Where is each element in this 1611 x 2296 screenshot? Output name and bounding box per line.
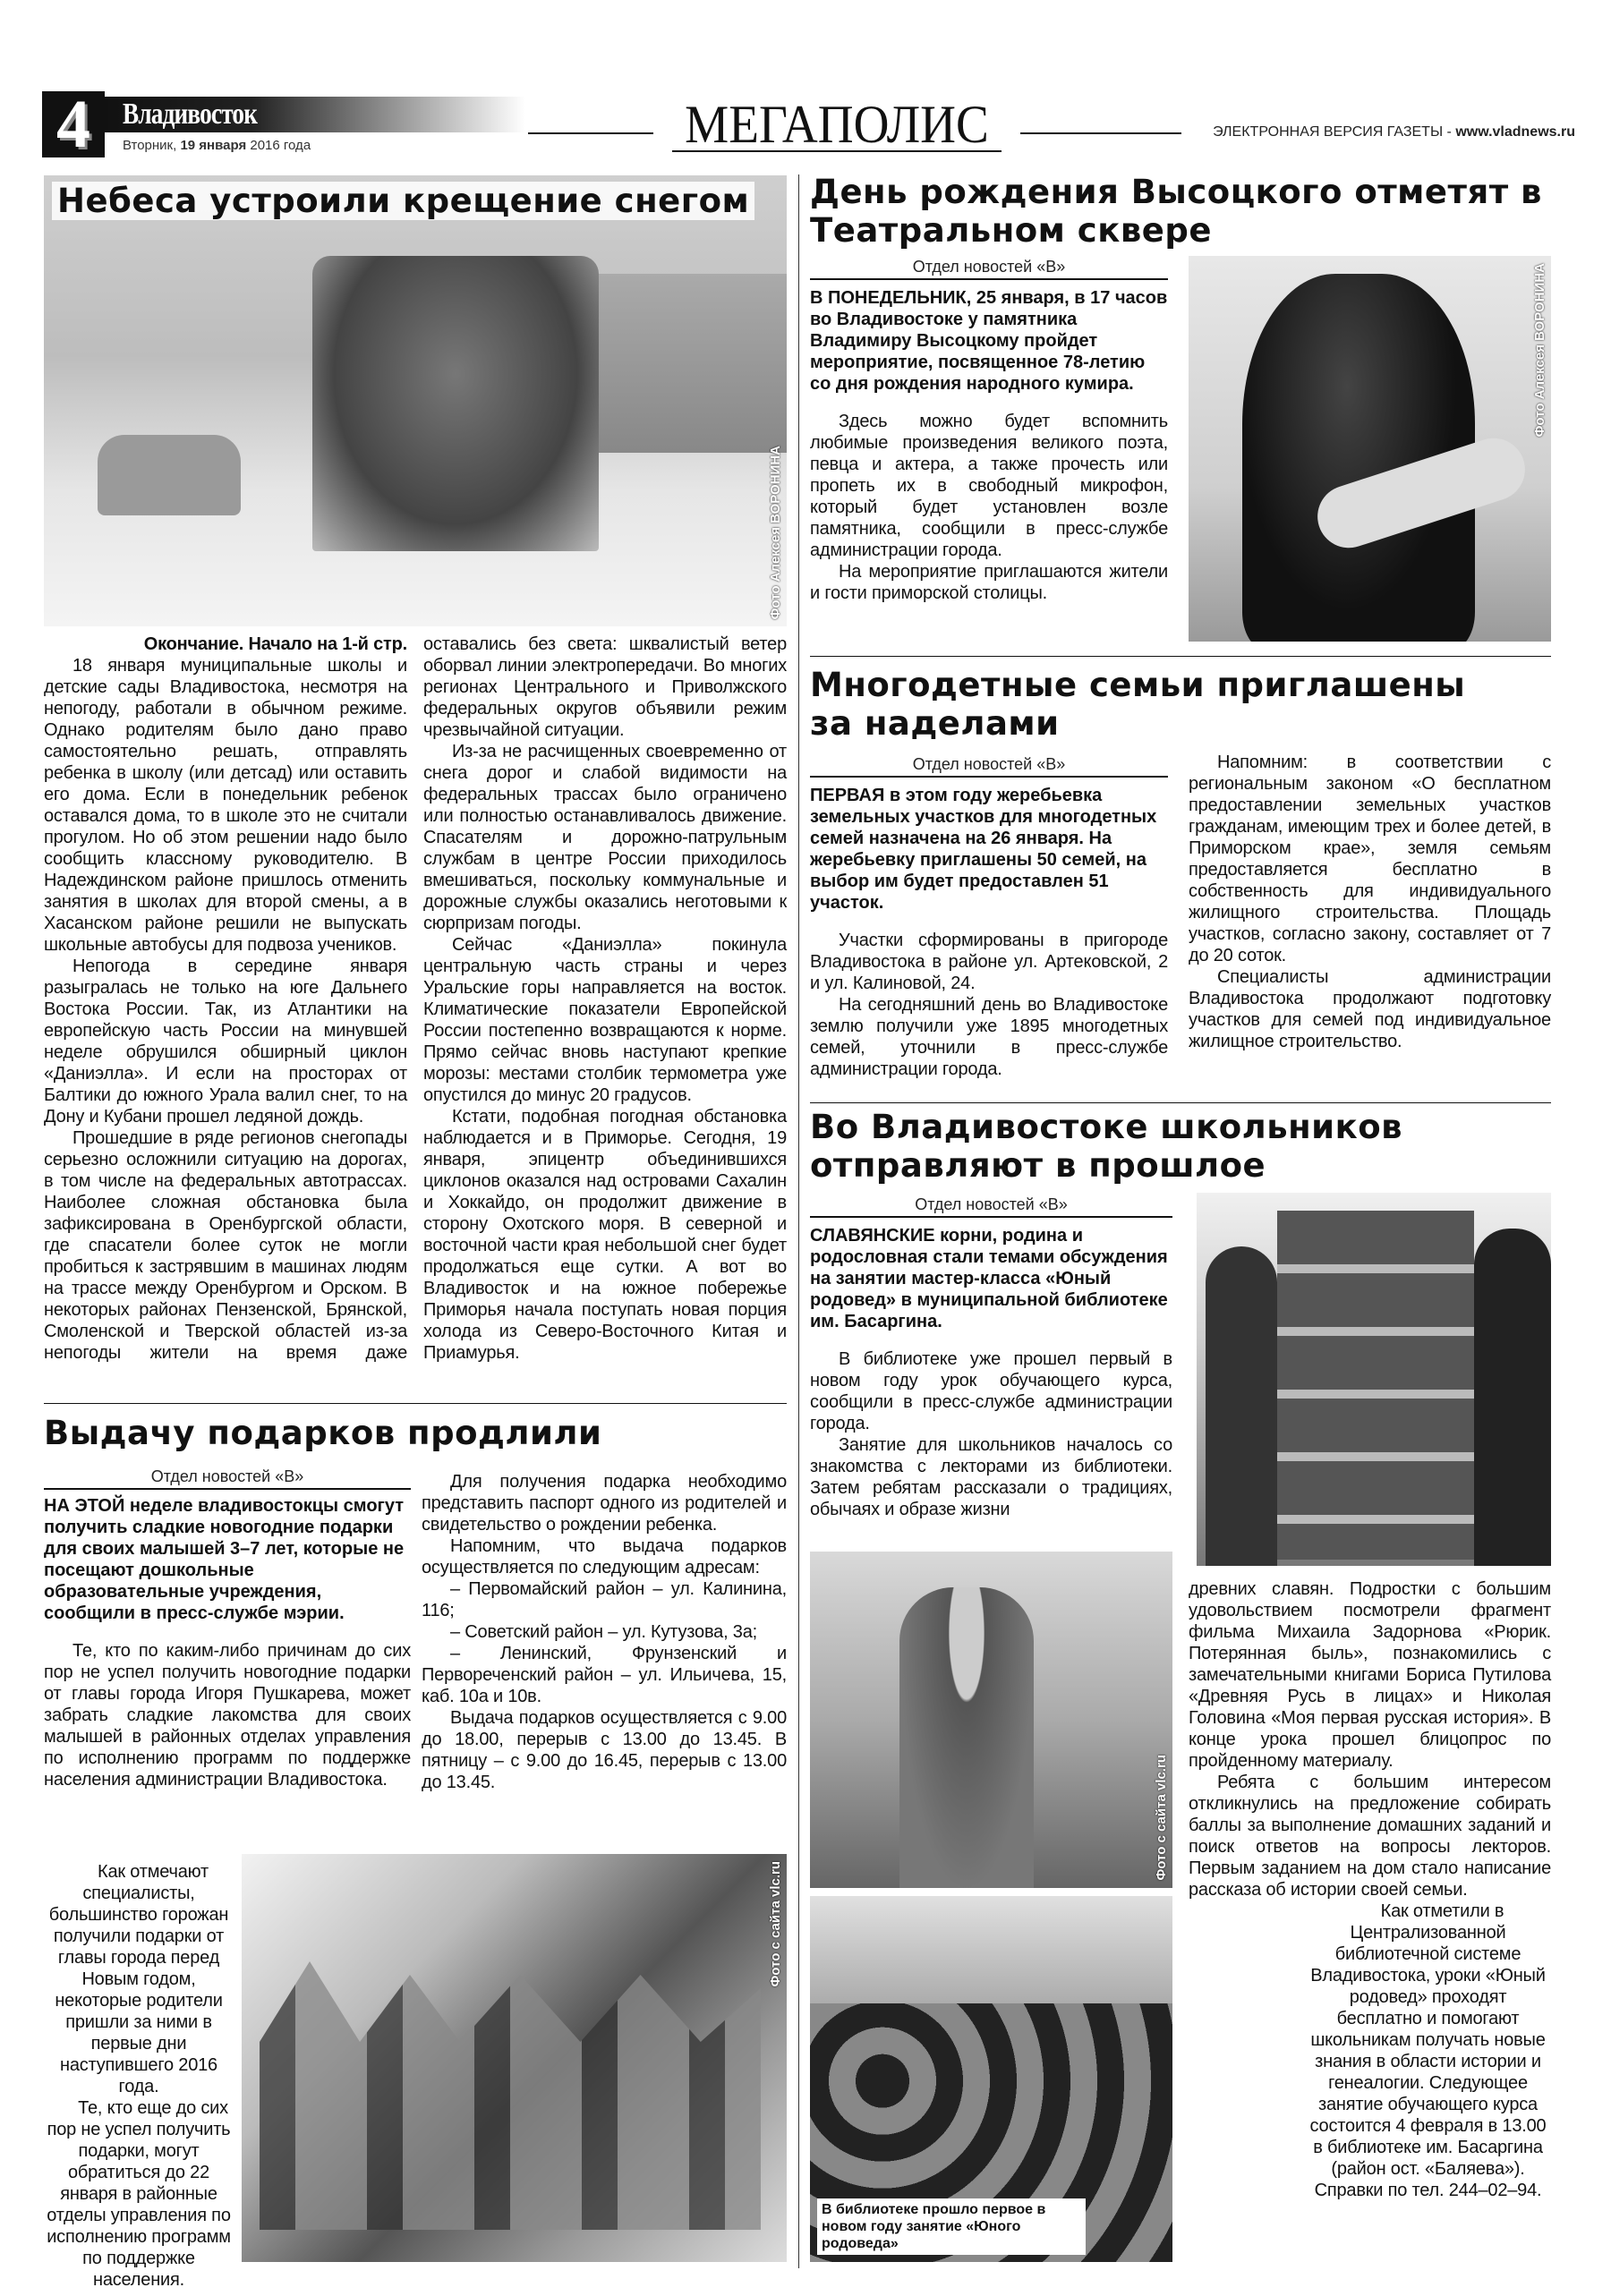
paragraph: Участки сформированы в пригороде Владивостока в районе ул. Артековской, 2 и ул. Калиновой, 24.	[810, 931, 1168, 993]
paragraph: Напомним, что выдача подарков осуществляется по следующим адресам:	[422, 1536, 787, 1577]
paragraph: Те, кто еще до сих пор не успел получить подарки, могут обратиться до 22 января в районные отделы управления по исполнению программ по поддержке населения.	[47, 2098, 231, 2290]
article-body	[810, 411, 1168, 604]
masthead	[40, 87, 1575, 162]
vysotsky-monument-photo	[1189, 256, 1551, 642]
photo-credit: Фото Алексея ВОРОНИНА	[1532, 263, 1547, 438]
article-body-col2	[1189, 752, 1551, 1052]
website-link[interactable]: www.vladnews.ru	[1455, 124, 1575, 140]
article-divider	[810, 1102, 1551, 1103]
lead-paragraph: СЛАВЯНСКИЕ корни, родина и родословная стали темами обсуждения на занятии мастер-класса «Юный родовед» в муниципальной библиотеке им. Басаргина.	[810, 1226, 1168, 1331]
department-byline: Отдел новостей «В»	[810, 258, 1168, 280]
gift-boxes-photo	[242, 1854, 787, 2262]
article-body-col2	[422, 1471, 787, 1793]
date-suffix: 2016 года	[246, 138, 311, 153]
header-rule-left	[528, 132, 653, 134]
date-bold: 19 января	[180, 138, 247, 153]
paragraph: 18 января муниципальные школы и детские сады Владивостока, несмотря на непогоду, работали в обычном режиме. Однако родителям было дано право самостоятельно решать, отправлять ребенка в школу (или детсад) или оставить его дома. Если в понедельник ребенок оставался дома, то в школе это не считали прогулом. Но об этом решении надо было сообщить классному руководителю. В Надеждинском районе пришлось отменить занятия в школах для второй смены, а в Хасанском районе решили не выпускать школьные автобусы для подвоза учеников.	[44, 656, 407, 955]
paragraph: Те, кто по каким-либо причинам до сих пор не успел получить новогодние подарки от главы города Игоря Пушкарева, может забрать сладкие лакомства для своих малышей в районных отделах управления по исполнению программ по поддержке населения администрации Владивостока.	[44, 1641, 411, 1790]
column-divider	[798, 174, 799, 2268]
paragraph: Здесь можно будет вспомнить любимые произведения великого поэта, певца и актера, а также прочесть или пропеть их в свободный микрофон, который будет установлен возле памятника, сообщили в пресс-службе администрации города.	[810, 412, 1168, 560]
paragraph: Для получения подарка необходимо представить паспорт одного из родителей и свидетельство о рождении ребенка.	[422, 1472, 787, 1535]
paragraph: Как отмечают специалисты, большинство горожан получили подарки от главы города перед Новым годом, некоторые родители пришли за ними в первые дни наступившего 2016 года.	[48, 1862, 229, 2096]
issue-date	[123, 138, 311, 154]
paper-name: Владивосток	[123, 98, 258, 131]
paragraph: Напомним: в соответствии с региональным законом «О бесплатном предоставлении земельных участков гражданам, имеющим трех и более детей, в Приморском крае», земля семьям предоставляется бесплатно в собственность для индивидуального жилищного строительства. Площадь участков, согласно закону, составляет от 7 до 20 соток.	[1189, 753, 1551, 965]
department-byline: Отдел новостей «В»	[44, 1467, 411, 1490]
lecturer	[899, 1587, 1034, 1888]
article-body	[810, 930, 1168, 1080]
article-body	[44, 1640, 411, 1790]
department-byline: Отдел новостей «В»	[810, 755, 1168, 778]
paragraph: Выдача подарков осуществляется с 9.00 до 18.00, перерыв с 13.00 до 13.45. В пятницу – с 9.00 до 16.45, перерыв с 13.00 до 13.45.	[422, 1708, 787, 1792]
header-rule-right	[1020, 132, 1181, 134]
article-body-narrow	[44, 1861, 234, 2291]
department-byline: Отдел новостей «В»	[810, 1195, 1172, 1218]
lead-paragraph: НА ЭТОЙ неделе владивостокцы смогут получить сладкие новогодние подарки для своих малышей 3–7 лет, которые не посещают дошкольные образовательные учреждения, сообщили в пресс-службе мэрии.	[44, 1496, 405, 1623]
paragraph: Занятие для школьников началось со знакомства с лекторами из библиотеки. Затем ребятам рассказали о традициях, обычаях и образе жизни	[810, 1435, 1172, 1519]
address-item: – Советский район – ул. Кутузова, 3а;	[450, 1622, 758, 1642]
page-number: 4	[42, 91, 105, 157]
continuation-note: Окончание. Начало на 1-й стр.	[143, 634, 407, 654]
edition-info	[1213, 123, 1575, 141]
lead-paragraph: ПЕРВАЯ в этом году жеребьевка земельных участков для многодетных семей назначена на 26 января. На жеребьевку приглашены 50 семей, на выбор им будет предоставлен 51 участок.	[810, 786, 1157, 913]
article-title: Многодетные семьи приглашены за наделами	[810, 666, 1466, 743]
article-divider	[810, 656, 1551, 657]
snowplow-photo	[44, 175, 787, 626]
book-stand	[1277, 1211, 1474, 1560]
article-body	[810, 1348, 1172, 1520]
paragraph: древних славян. Подростки с большим удовольствием посмотрели фрагмент фильма Михаила Задорнова «Рюрик. Потерянная быль», познакомились с замечательными книгами Бориса Путилова «Древняя Русь в лицах» и Николая Головина «Моя первая русская история». В конце урока прошел блицопрос по пройденному материалу.	[1189, 1579, 1551, 1771]
photo-credit: Фото Алексея ВОРОНИНА	[768, 445, 783, 619]
paragraph: Специалисты администрации Владивостока продолжают подготовку участков для семей под индивидуальное жилищное строительство.	[1189, 967, 1551, 1051]
article-title: Во Владивостоке школьников отправляют в прошлое	[810, 1108, 1403, 1185]
paragraph: Прошедшие в ряде регионов снегопады серьезно осложнили ситуацию на дорогах, в том числе на федеральных автотрассах. Наиболее сложная обстановка была зафиксирована в Оренбургской области, где спасатели более суток не могли пробиться к застрявшим в машинах людям на трассе между Оренбургом и Орском. В некоторых районах Пензенской, Брянской, Смоленской и Тверской областей из-за непогоды жители на время даже оставались без света: шквалистый ветер оборвал линии электропередачи. Во многих регионах Центрального и Приволжского федеральных округов объявили режим чрезвычайной ситуации.	[44, 634, 787, 1363]
date-prefix: Вторник,	[123, 138, 181, 153]
paragraph: Из-за не расчищенных своевременно от снега дорог и слабой видимости на федеральных трассах было ограничено или полностью останавливалось движение. Спасателям и дорожно-патрульным службам в центре России приходилось вмешиваться, поскольку коммунальные и дорожные службы оказались неготовыми к сюрпризам погоды.	[423, 742, 787, 933]
girl-left	[1206, 1246, 1277, 1566]
article-title: Выдачу подарков продлили	[44, 1414, 602, 1452]
article-body	[44, 634, 787, 1364]
paragraph: Непогода в середине января разыгралась не только на юге Дальнего Востока России. Так, из Атлантики на европейскую часть России на минувшей неделе обрушился обширный циклон «Даниэлла». И если на просторах от Балтики до южного Урала валил снег, то на Дону и Кубани прошел ледяной дождь.	[44, 957, 407, 1127]
article-column-left	[44, 1467, 411, 1790]
article-column-left	[810, 258, 1168, 604]
gift-box	[260, 1961, 761, 2230]
library-exhibition-photo	[1197, 1193, 1551, 1566]
snowplow	[312, 256, 599, 551]
paragraph: На мероприятие приглашаются жители и гости приморской столицы.	[810, 562, 1168, 603]
article-body-col2	[1189, 1578, 1551, 2201]
article-column-left	[810, 1195, 1172, 1520]
photo-credit: Фото с сайта vlc.ru	[1154, 1755, 1169, 1881]
paragraph: Ребята с большим интересом откликнулись на предложение собирать баллы за выполнение домашних заданий и поиск ответов на вопросы лекторов. Первым заданием на дом стало написание рассказа об истории своей семьи.	[1189, 1773, 1551, 1900]
photo-caption: В библиотеке прошло первое в новом году занятие «Юного родоведа»	[817, 2198, 1086, 2255]
paragraph: На сегодняшний день во Владивостоке землю получили уже 1895 многодетных семей, уточнили в пресс-службе администрации города.	[810, 995, 1168, 1079]
edition-label: ЭЛЕКТРОННАЯ ВЕРСИЯ ГАЗЕТЫ -	[1213, 124, 1456, 140]
students-photo	[810, 1896, 1172, 2262]
article-column-left	[810, 755, 1168, 1080]
paragraph: Сейчас «Даниэлла» покинула центральную часть страны и через Уральские горы направляется на восток. Климатические показатели Европейской России постепенно возвращаются к норме. Прямо сейчас вновь наступают крепкие морозы: местами столбик термометра уже опустился до минус 20 градусов.	[423, 935, 787, 1105]
car	[98, 435, 241, 515]
article-divider	[44, 1403, 787, 1404]
photo-credit: Фото с сайта vlc.ru	[768, 1861, 783, 1987]
section-title: МЕГАПОЛИС	[672, 98, 1002, 152]
girl-right	[1474, 1229, 1551, 1566]
address-item: – Первомайский район – ул. Калинина, 116;	[422, 1579, 787, 1620]
paragraph: Как отметили в Централизованной библиотечной системе Владивостока, уроки «Юный родовед» проходят бесплатно и помогают школьникам получать новые знания в области истории и генеалогии. Следующее занятие обучающего курса состоится 4 февраля в 13.00 в библиотеке им. Басаргина (район ост. «Баляева»). Справки по тел. 244–02–94.	[1309, 1901, 1547, 2200]
lead-paragraph: В ПОНЕДЕЛЬНИК, 25 января, в 17 часов во Владивостоке у памятника Владимиру Высоцкому пройдет мероприятие, посвященное 78-летию со дня рождения народного кумира.	[810, 288, 1168, 394]
article-title: День рождения Высоцкого отметят в Театральном сквере	[810, 173, 1542, 250]
lecturer-photo	[810, 1552, 1172, 1888]
address-item: – Ленинский, Фрунзенский и Первореченский район – ул. Ильичева, 15, каб. 10а и 10в.	[422, 1644, 787, 1706]
article-title: Небеса устроили крещение снегом	[52, 182, 754, 220]
paragraph: В библиотеке уже прошел первый в новом году урок обучающего курса, сообщили в пресс-службе администрации города.	[810, 1349, 1172, 1433]
paragraph: Кстати, подобная погодная обстановка наблюдается и в Приморье. Сегодня, 19 января, эпицентр объединившихся циклонов оказался над островами Сахалин и Хоккайдо, он продолжит движение в сторону Охотского моря. В северной и восточной части края небольшой снег будет продолжаться еще сутки. А вот во Владивосток и на южное побережье Приморья начала поступать новая порция холода из Северо-Восточного Китая и Приамурья.	[423, 1107, 787, 1363]
